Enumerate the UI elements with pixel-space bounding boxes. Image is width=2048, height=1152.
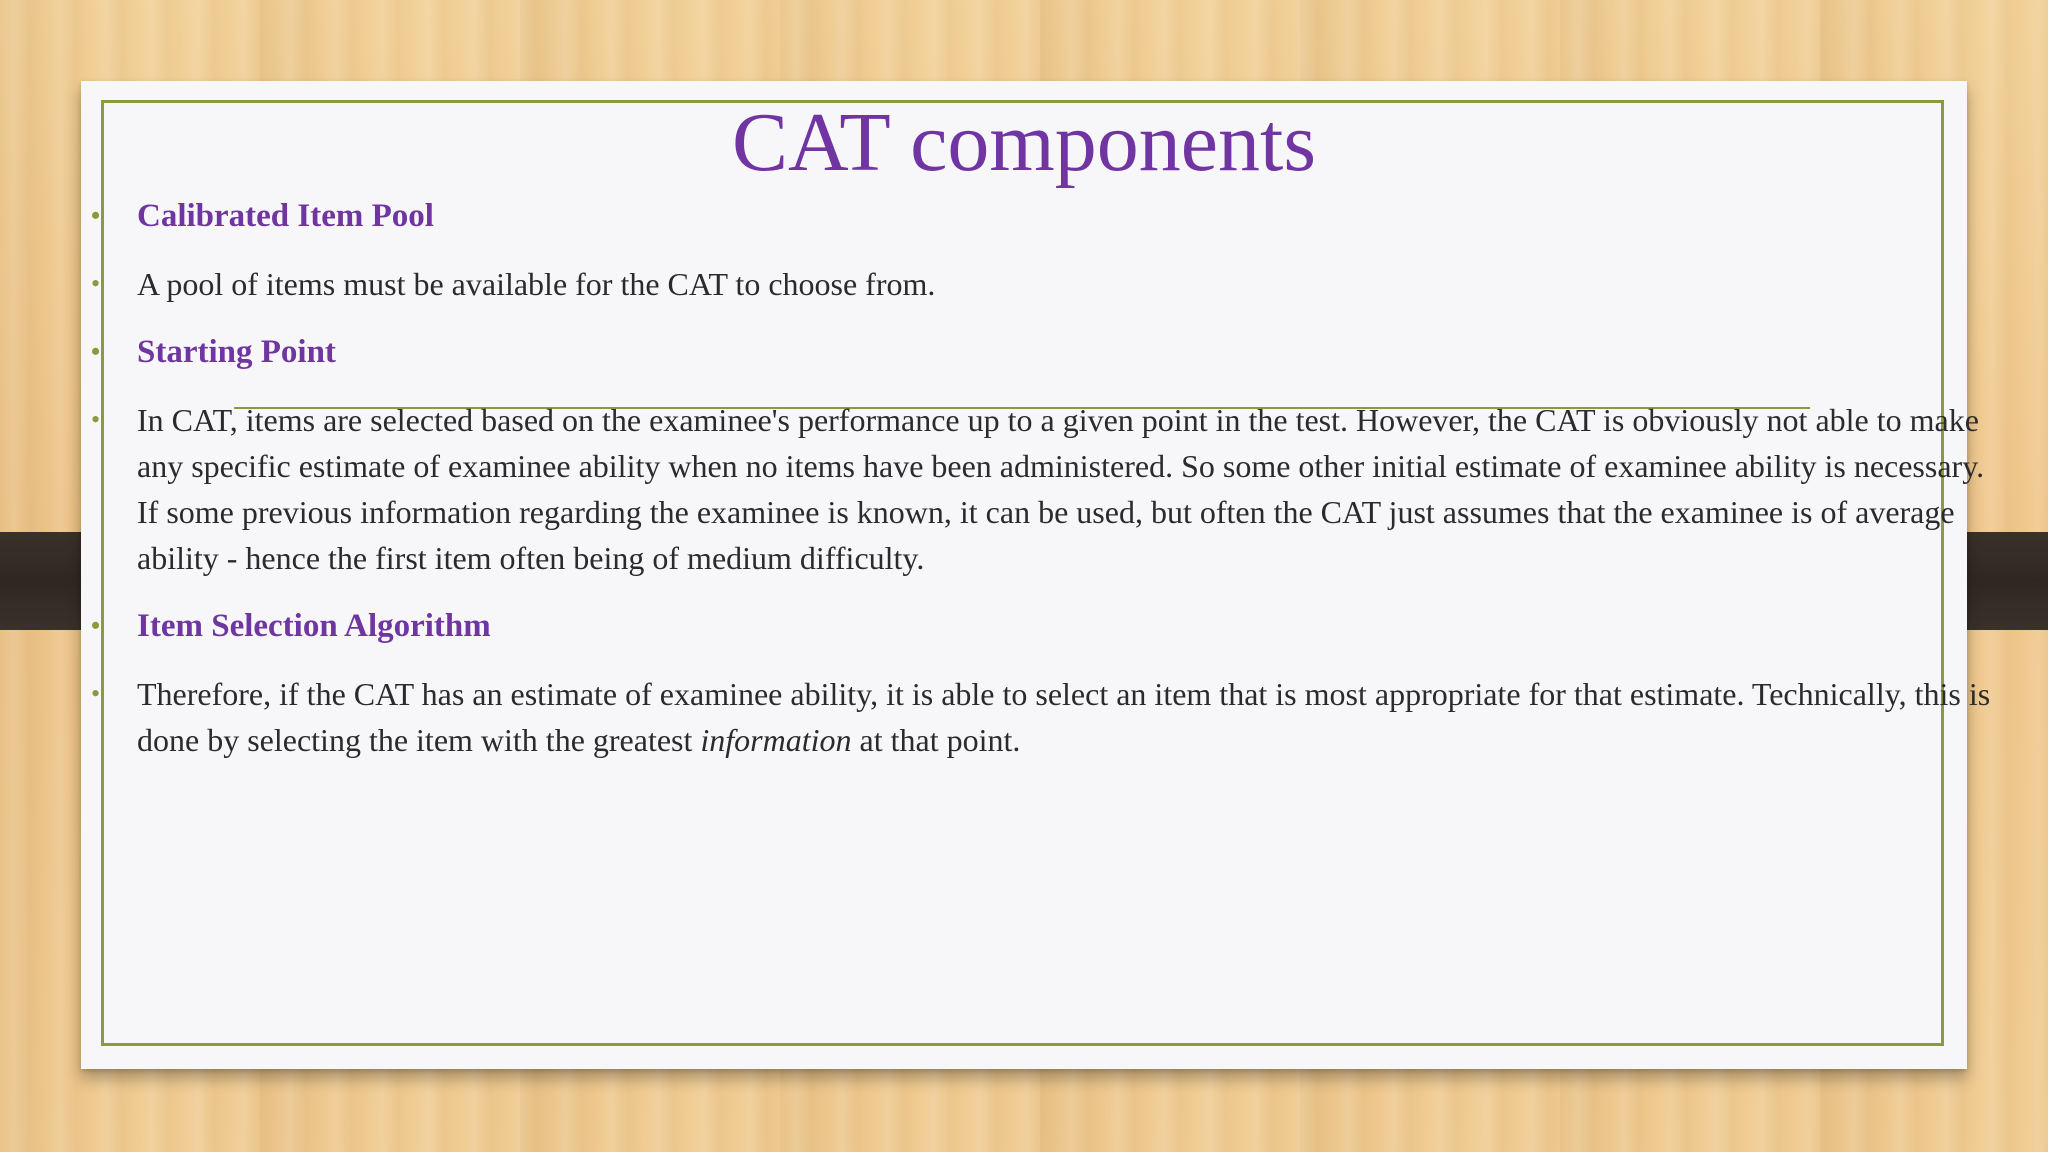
bullet-dot-icon: • <box>91 679 101 708</box>
bullet-body-starting-point <box>91 397 1997 581</box>
bullet-dot-icon: • <box>91 269 101 298</box>
bullet-text-before: Therefore, if the CAT has an estimate of examinee ability, it is able to select an item that is most appropriate for that estimate. Technically, this is done by selecting the item with the greatest <box>137 676 1991 758</box>
bullet-text: Calibrated Item Pool <box>137 198 434 234</box>
bullet-text: A pool of items must be available for the CAT to choose from. <box>137 266 936 302</box>
bullet-text-emphasis: information <box>700 722 852 758</box>
bullet-dot-icon: • <box>91 611 101 640</box>
bullet-text: In CAT, items are selected based on the examinee's performance up to a given point in the test. However, the CAT is obviously not able to make any specific estimate of examinee ability when no items have been administered. So some other initial estimate of examinee ability is necessary. If some previous information regarding the examinee is known, it can be used, but often the CAT just assumes that the examinee is of average ability - hence the first item often being of medium difficulty. <box>137 402 1985 576</box>
bullet-dot-icon: • <box>91 405 101 434</box>
bullet-heading-calibrated-item-pool <box>91 193 1997 239</box>
bullet-text: Item Selection Algorithm <box>137 608 491 644</box>
bullet-dot-icon: • <box>91 201 101 230</box>
bullet-dot-icon: • <box>91 337 101 366</box>
bullet-list <box>91 193 1997 785</box>
bullet-body-item-pool <box>91 261 1997 307</box>
slide <box>81 81 1991 1069</box>
bullet-text-after: at that point. <box>851 722 1021 758</box>
bullet-body-item-selection <box>91 671 1997 763</box>
bullet-text: Starting Point <box>137 334 336 370</box>
bullet-heading-item-selection-algorithm <box>91 603 1997 649</box>
bullet-heading-starting-point <box>91 329 1997 375</box>
slide-title: CAT components <box>731 96 1317 189</box>
